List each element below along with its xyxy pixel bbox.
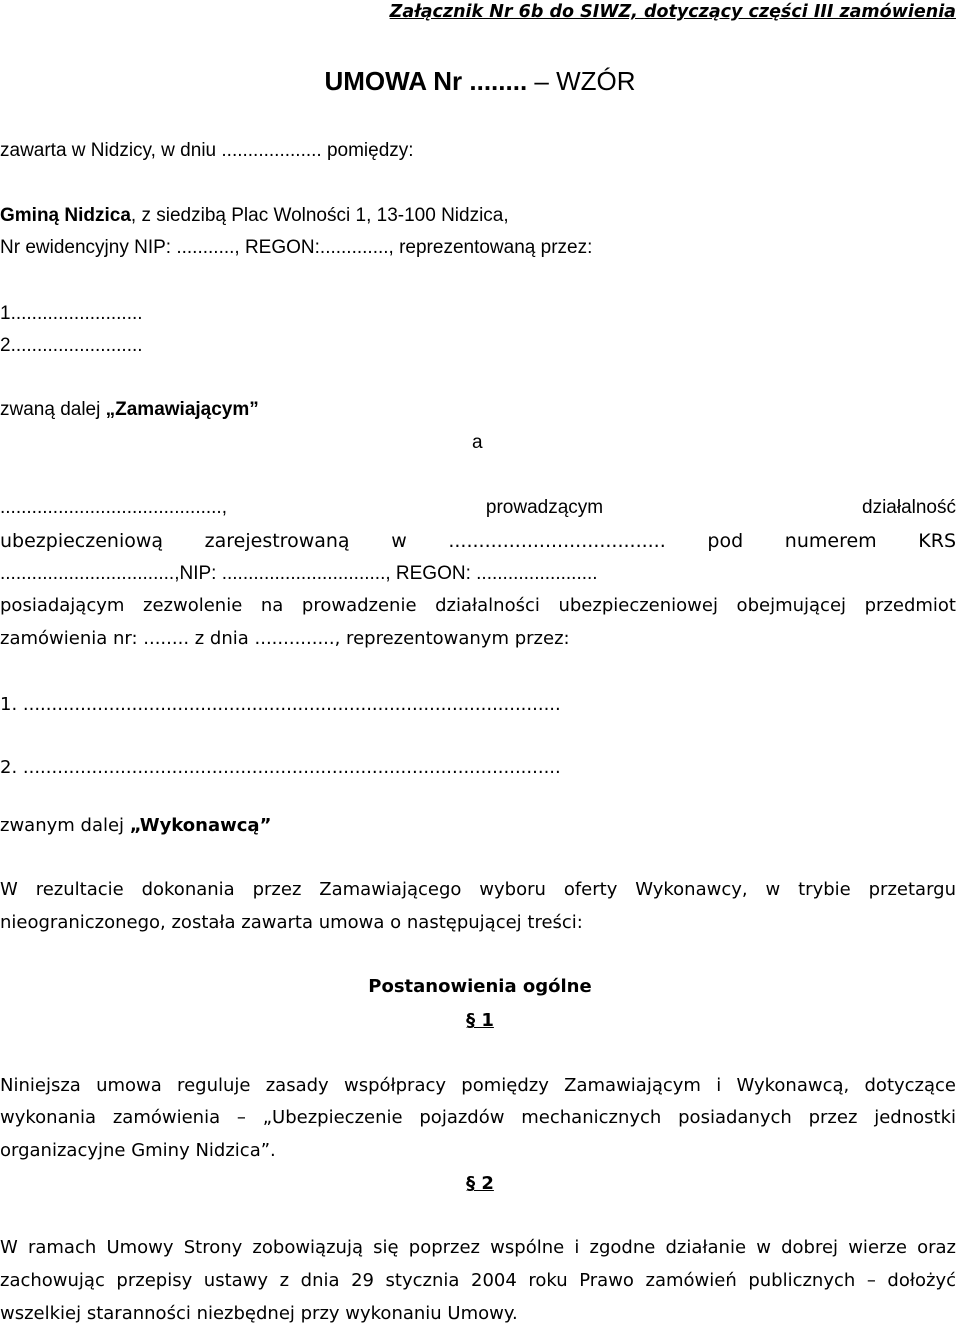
ordering-party-called <box>0 398 259 422</box>
para2-line-2: zachowując przepisy ustawy z dnia 29 stycznia 2004 roku Prawo zamówień publicznych – dołożyć <box>0 1270 956 1291</box>
para1-line-1: Niniejsza umowa reguluje zasady współpracy pomiędzy Zamawiającym i Wykonawcą, dotyczące <box>0 1075 956 1096</box>
contractor-line2-word: KRS <box>918 530 957 552</box>
ordering-party-name: Gminą Nidzica <box>0 205 131 226</box>
contractor-rep-2: 2. .............................................................................................. <box>0 757 561 778</box>
contractor-line-1 <box>0 496 956 520</box>
contractor-called <box>0 814 271 838</box>
para2-line-1: W ramach Umowy Strony zobowiązują się poprzez wspólne i zgodne działanie w dobrej wierze oraz <box>0 1237 956 1258</box>
contract-title-number: UMOWA Nr ........ <box>324 66 528 96</box>
contract-title <box>0 66 960 96</box>
called-prefix: zwaną dalej <box>0 399 106 420</box>
paragraph-mark-1: § 1 <box>466 1010 494 1031</box>
contract-title-suffix: – WZÓR <box>527 66 636 96</box>
contractor-line2-word: pod <box>707 530 744 552</box>
contractor-line2-word: zarejestrowaną <box>204 530 350 552</box>
contractor-line2-word: w .................................... <box>391 530 666 552</box>
contractor-line-2 <box>0 529 956 553</box>
contractor-called-name: „Wykonawcą” <box>129 815 272 836</box>
preamble-line-1: W rezultacie dokonania przez Zamawiającego wyboru oferty Wykonawcy, w trybie przetargu <box>0 879 956 900</box>
contractor-line2-word: numerem <box>784 530 877 552</box>
contractor-line1-word: prowadzącym <box>485 497 604 518</box>
ordering-party-rep-1: 1......................... <box>0 303 143 324</box>
annex-header: Załącznik Nr 6b do SIWZ, dotyczący części III zamówienia <box>389 2 956 22</box>
ordering-party-ids: Nr ewidencyjny NIP: ..........., REGON:............., reprezentowaną przez: <box>0 237 593 258</box>
paragraph-mark-2: § 2 <box>466 1173 494 1194</box>
para1-line-2: wykonania zamówienia – „Ubezpieczenie pojazdów mechanicznych posiadanych przez jednostki <box>0 1107 956 1128</box>
contractor-line1-word: działalność <box>862 497 956 518</box>
ordering-party-rep-2: 2......................... <box>0 335 143 356</box>
contractor-line-5: zamówienia nr: ........ z dnia .............., reprezentowanym przez: <box>0 628 570 649</box>
ordering-party-called-name: „Zamawiającym” <box>105 399 259 420</box>
concluded-line: zawarta w Nidzicy, w dniu ................... pomiędzy: <box>0 140 414 161</box>
para2-line-3: wszelkiej staranności niezbędnej przy wykonaniu Umowy. <box>0 1303 518 1324</box>
contractor-rep-1: 1. .............................................................................................. <box>0 694 561 715</box>
para1-line-3: organizacyjne Gminy Nidzica”. <box>0 1140 276 1161</box>
contractor-line2-word: ubezpieczeniową <box>0 530 164 552</box>
ordering-party-line <box>0 204 509 228</box>
preamble-line-2: nieograniczonego, została zawarta umowa o następującej treści: <box>0 912 583 933</box>
ordering-party-address: , z siedzibą Plac Wolności 1, 13-100 Nidzica, <box>130 205 509 226</box>
conjunction: a <box>472 432 483 453</box>
contractor-line-4: posiadającym zezwolenie na prowadzenie działalności ubezpieczeniowej obejmującej przedmiot <box>0 595 956 616</box>
contractor-line-3: .................................,NIP: ..............................., REGON: ....................... <box>0 563 598 584</box>
contractor-name-placeholder: .........................................., <box>0 497 486 518</box>
called-prefix: zwanym dalej <box>0 815 130 836</box>
section-heading-general: Postanowienia ogólne <box>368 976 592 997</box>
